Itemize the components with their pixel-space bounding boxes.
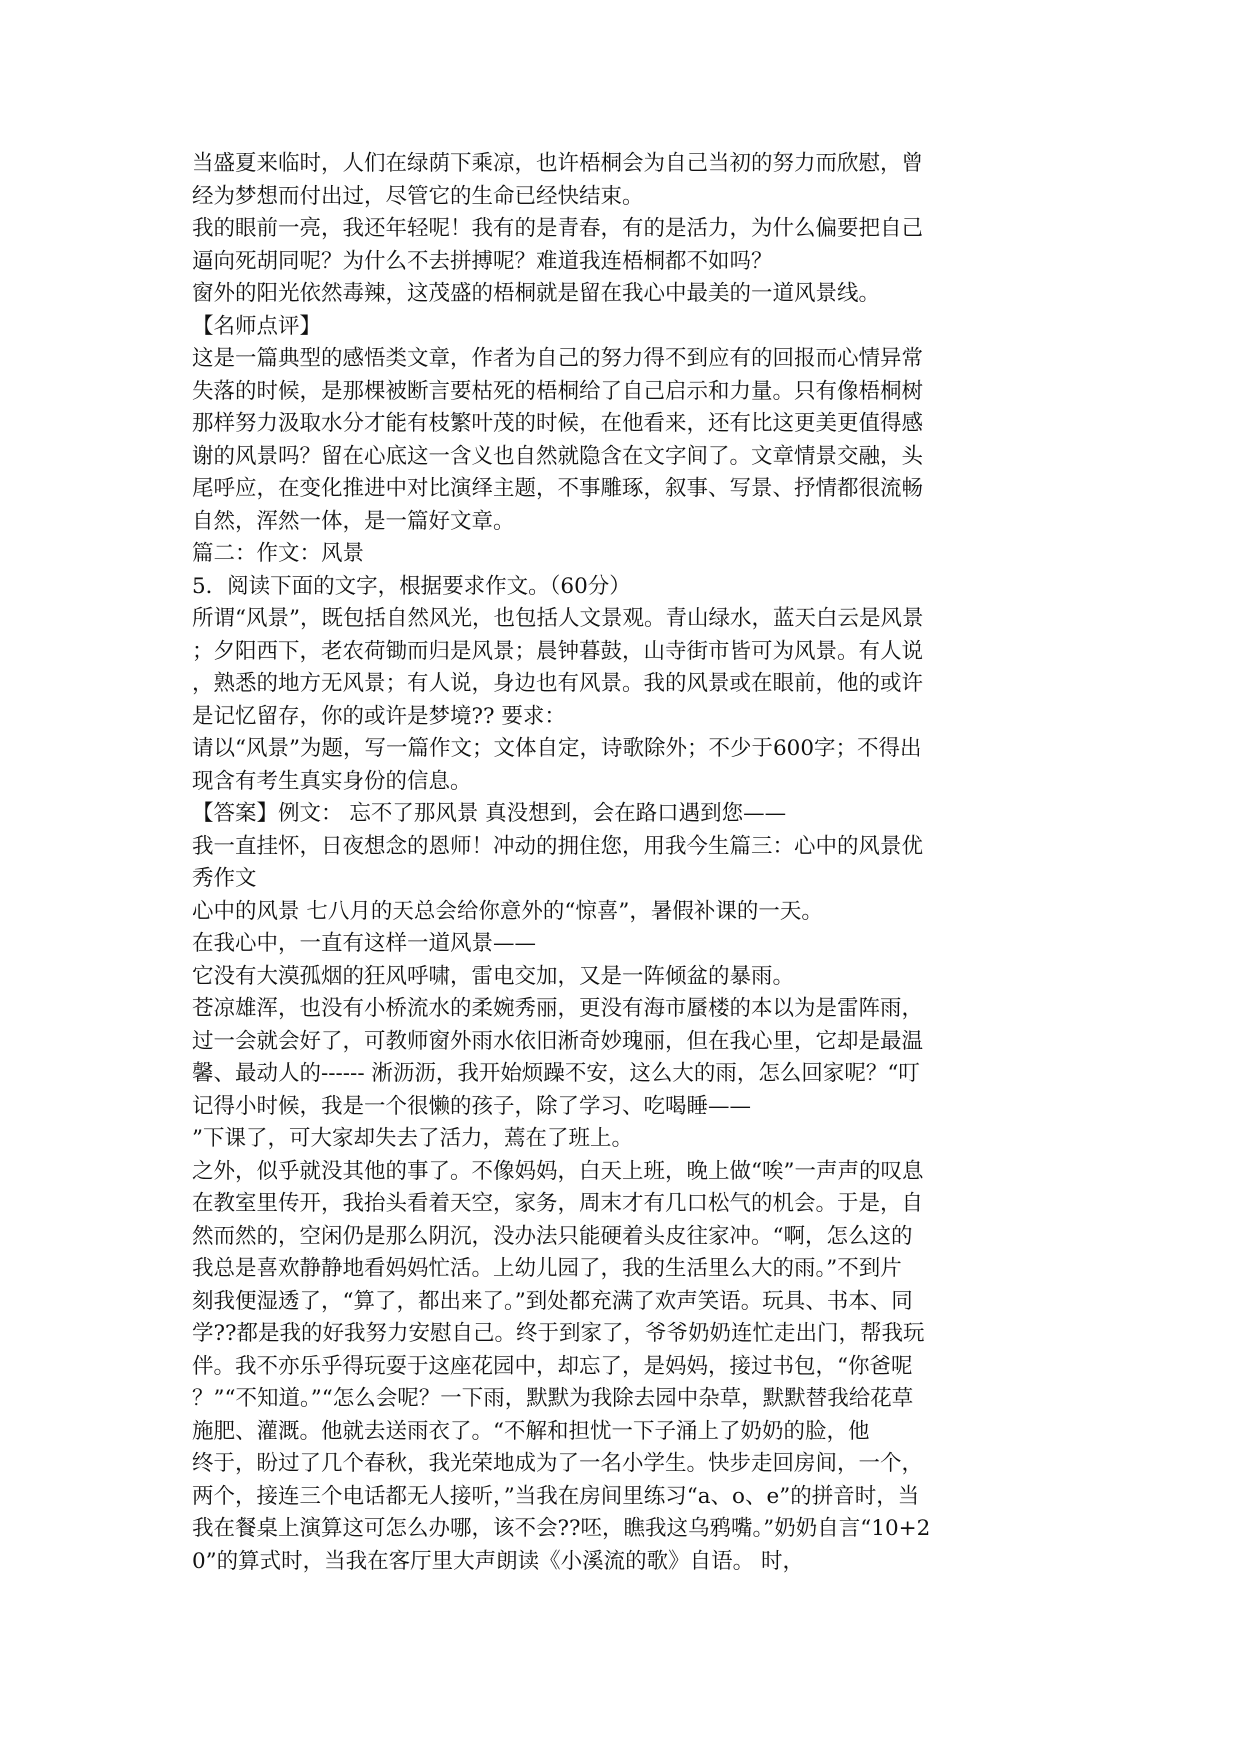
text-line: 我的眼前一亮，我还年轻呢！我有的是青春，有的是活力，为什么偏要把自己: [192, 216, 924, 241]
question-line: 5．阅读下面的文字，根据要求作文。（60分）: [192, 573, 631, 599]
text-line: 现含有考生真实身份的信息。: [192, 768, 472, 794]
text-line: ”下课了，可大家却失去了活力，蔫在了班上。: [192, 1126, 633, 1151]
text-line: 秀作文: [192, 866, 257, 891]
text-line: 过一会就会好了，可教师窗外雨水依旧淅奇妙瑰丽，但在我心里，它却是最温: [192, 1028, 924, 1054]
text-line: 那样努力汲取水分才能有枝繁叶茂的时候，在他看来，还有比这更美更值得感: [192, 411, 924, 436]
text-line: 之外，似乎就没其他的事了。不像妈妈，白天上班，晚上做“唉”一声声的叹息: [192, 1158, 924, 1184]
text-line: 施肥、灌溉。他就去送雨衣了。“不解和担忧一下子涌上了奶奶的脸，他: [192, 1418, 870, 1444]
text-line: 尾呼应，在变化推进中对比演绎主题，不事雕琢，叙事、写景、抒情都很流畅: [192, 476, 924, 501]
document-body: [192, 148, 1042, 1578]
text-line: 心中的风景 七八月的天总会给你意外的“惊喜”，暑假补课的一天。: [192, 898, 823, 924]
text-line: 请以“风景”为题，写一篇作文；文体自定，诗歌除外；不少于600字；不得出: [192, 736, 922, 761]
section-heading: 篇二：作文：风景: [192, 541, 365, 566]
text-line: 谢的风景吗？留在心底这一含义也自然就隐含在文字间了。文章情景交融，头: [192, 443, 924, 469]
text-line: 它没有大漠孤烟的狂风呼啸，雷电交加，又是一阵倾盆的暴雨。: [192, 963, 795, 989]
text-line: 终于，盼过了几个春秋，我光荣地成为了一名小学生。快步走回房间，一个，: [192, 1451, 924, 1476]
text-line: 逼向死胡同呢？为什么不去拼搏呢？难道我连梧桐都不如吗？: [192, 248, 773, 274]
text-line: 这是一篇典型的感悟类文章，作者为自己的努力得不到应有的回报而心情异常: [192, 346, 924, 371]
text-line: 刻我便湿透了，“算了，都出来了。”到处都充满了欢声笑语。玩具、书本、同: [192, 1288, 913, 1314]
text-line: 记得小时候，我是一个很懒的孩子，除了学习、吃喝睡——: [192, 1093, 752, 1119]
text-line: 我总是喜欢静静地看妈妈忙活。上幼儿园了，我的生活里么大的雨。”不到片: [192, 1256, 902, 1281]
text-line: 我在餐桌上演算这可怎么办哪，该不会??呸，瞧我这乌鸦嘴。”奶奶自言“10+2: [192, 1516, 931, 1541]
text-line: 失落的时候，是那棵被断言要枯死的梧桐给了自己启示和力量。只有像梧桐树: [192, 378, 924, 404]
text-line: 是记忆留存，你的或许是梦境?? 要求：: [192, 703, 566, 729]
text-line: 学??都是我的好我努力安慰自己。终于到家了，爷爷奶奶连忙走出门，帮我玩: [192, 1321, 925, 1346]
text-line: 当盛夏来临时，人们在绿荫下乘凉，也许梧桐会为自己当初的努力而欣慰，曾: [192, 151, 924, 176]
text-line: 馨、最动人的------ 淅沥沥，我开始烦躁不安，这么大的雨，怎么回家呢？“叮: [192, 1061, 920, 1086]
text-line: 窗外的阳光依然毒辣，这茂盛的梧桐就是留在我心中最美的一道风景线。: [192, 281, 881, 306]
text-line: 在我心中，一直有这样一道风景——: [192, 931, 537, 956]
text-line: 在教室里传开，我抬头看着天空，家务，周末才有几口松气的机会。于是，自: [192, 1191, 924, 1216]
text-line: 所谓“风景”，既包括自然风光，也包括人文景观。青山绿水，蓝天白云是风景: [192, 606, 924, 631]
text-line: 两个，接连三个电话都无人接听，”当我在房间里练习“a、o、e”的拼音时，当: [192, 1483, 920, 1509]
text-line: 我一直挂怀，日夜想念的恩师！冲动的拥住您，用我今生篇三：心中的风景优: [192, 833, 924, 859]
text-line: ？”“不知道。”“怎么会呢？一下雨，默默为我除去园中杂草，默默替我给花草: [192, 1386, 914, 1411]
text-line: ；夕阳西下，老农荷锄而归是风景；晨钟暮鼓，山寺街市皆可为风景。有人说: [192, 638, 924, 664]
text-line: 苍凉雄浑，也没有小桥流水的柔婉秀丽，更没有海市蜃楼的本以为是雷阵雨，: [192, 996, 924, 1021]
text-line: 经为梦想而付出过，尽管它的生命已经快结束。: [192, 183, 644, 209]
text-line: 自然，浑然一体，是一篇好文章。: [192, 508, 515, 534]
text-line: 然而然的，空闲仍是那么阴沉，没办法只能硬着头皮往家冲。“啊，怎么这的: [192, 1223, 913, 1249]
text-line: 0”的算式时，当我在客厅里大声朗读《小溪流的歌》自语。 时，: [192, 1548, 805, 1574]
text-line: 伴。我不亦乐乎得玩耍于这座花园中，却忘了，是妈妈，接过书包，“你爸呢: [192, 1353, 913, 1379]
section-heading: 【名师点评】: [192, 313, 322, 339]
text-line: ，熟悉的地方无风景；有人说，身边也有风景。我的风景或在眼前，他的或许: [192, 671, 924, 696]
answer-line: 【答案】例文： 忘不了那风景 真没想到，会在路口遇到您——: [192, 801, 787, 826]
